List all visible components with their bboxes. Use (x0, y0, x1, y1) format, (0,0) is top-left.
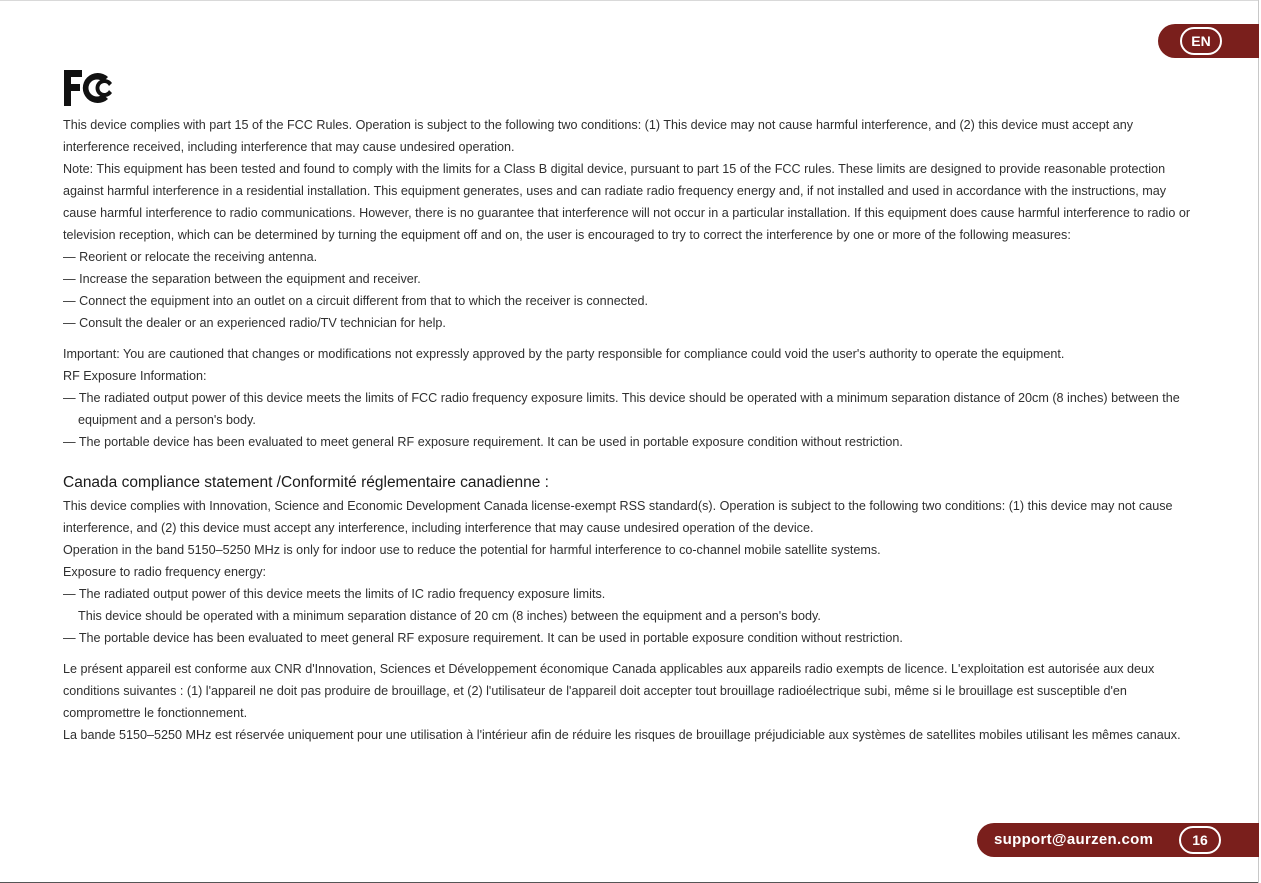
measure-item: — Increase the separation between the equipment and receiver. (63, 272, 421, 286)
footer-tab (977, 823, 1259, 857)
language-tab[interactable] (1158, 24, 1259, 58)
fcc-paragraph-1: This device complies with part 15 of the FCC Rules. Operation is subject to the following two conditions: (1) This device may not cause harmful interference, and (2) this device must accept any interference received, including interference that may cause undesired operation. (63, 118, 1134, 154)
canada-paragraph-1: This device complies with Innovation, Science and Economic Development Canada license-exempt RSS standard(s). Operation is subject to the following two conditions: (1) this device may not cause interference, and (2) this device must accept any interference, including interference that may cause undesired operation of the device. (63, 499, 1173, 535)
support-email-link[interactable]: support@aurzen.com (994, 831, 1154, 848)
fcc-logo-icon (62, 68, 114, 108)
canada-paragraph-band: Operation in the band 5150–5250 MHz is only for indoor use to reduce the potential for harmful interference to co-channel mobile satellite systems. (63, 543, 881, 557)
fcc-paragraph-note: Note: This equipment has been tested and found to comply with the limits for a Class B digital device, pursuant to part 15 of the FCC rules. These limits are designed to provide reasonable protection against harmful interference in a residential installation. This equipment generates, uses and can radiate radio frequency energy and, if not installed and used in accordance with the instructions, may cause harmful interference to radio communications. However, there is no guarantee that interference will not occur in a particular installation. If this equipment does cause harmful interference to radio or television reception, which can be determined by turning the equipment off and on, the user is encouraged to try to correct the interference by one or more of the following measures: (63, 162, 1191, 242)
measure-item: — Connect the equipment into an outlet on a circuit different from that to which the receiver is connected. (63, 294, 649, 308)
measure-item: — Reorient or relocate the receiving antenna. (63, 250, 318, 264)
exposure-item-continued: This device should be operated with a minimum separation distance of 20 cm (8 inches) between the equipment and a person's body. (78, 609, 821, 623)
canada-heading: Canada compliance statement /Conformité réglementaire canadienne : (63, 474, 549, 491)
exposure-item: — The portable device has been evaluated to meet general RF exposure requirement. It can be used in portable exposure condition without restriction. (63, 631, 903, 645)
rf-exposure-item: — The portable device has been evaluated to meet general RF exposure requirement. It can be used in portable exposure condition without restriction. (63, 435, 903, 449)
important-notice: Important: You are cautioned that changes or modifications not expressly approved by the party responsible for compliance could void the user's authority to operate the equipment. (63, 347, 1065, 361)
french-paragraph-2: La bande 5150–5250 MHz est réservée uniquement pour une utilisation à l'intérieur afin de réduire les risques de brouillage préjudiciable aux systèmes de satellites mobiles utilisant les mêmes canaux. (63, 728, 1181, 742)
exposure-heading: Exposure to radio frequency energy: (63, 565, 267, 579)
language-label: EN (1180, 27, 1222, 55)
measure-item: — Consult the dealer or an experienced radio/TV technician for help. (63, 316, 446, 330)
page-edge-rule (1258, 0, 1259, 883)
french-paragraph-1: Le présent appareil est conforme aux CNR d'Innovation, Sciences et Développement économique Canada applicables aux appareils radio exempts de licence. L'exploitation est autorisée aux deux conditions suivantes : (1) l'appareil ne doit pas produire de brouillage, et (2) l'utilisateur de l'appareil doit accepter tout brouillage radioélectrique subi, même si le brouillage est susceptible d'en compromettre le fonctionnement. (63, 662, 1155, 720)
exposure-item: — The radiated output power of this device meets the limits of IC radio frequency exposure limits. (63, 587, 606, 601)
compliance-content (63, 114, 1203, 746)
rf-exposure-item: — The radiated output power of this device meets the limits of FCC radio frequency exposure limits. This device should be operated with a minimum separation distance of 20cm (8 inches) between the equipment and a person's body. (63, 391, 1180, 427)
page-number: 16 (1179, 826, 1221, 854)
rf-exposure-heading: RF Exposure Information: (63, 369, 207, 383)
